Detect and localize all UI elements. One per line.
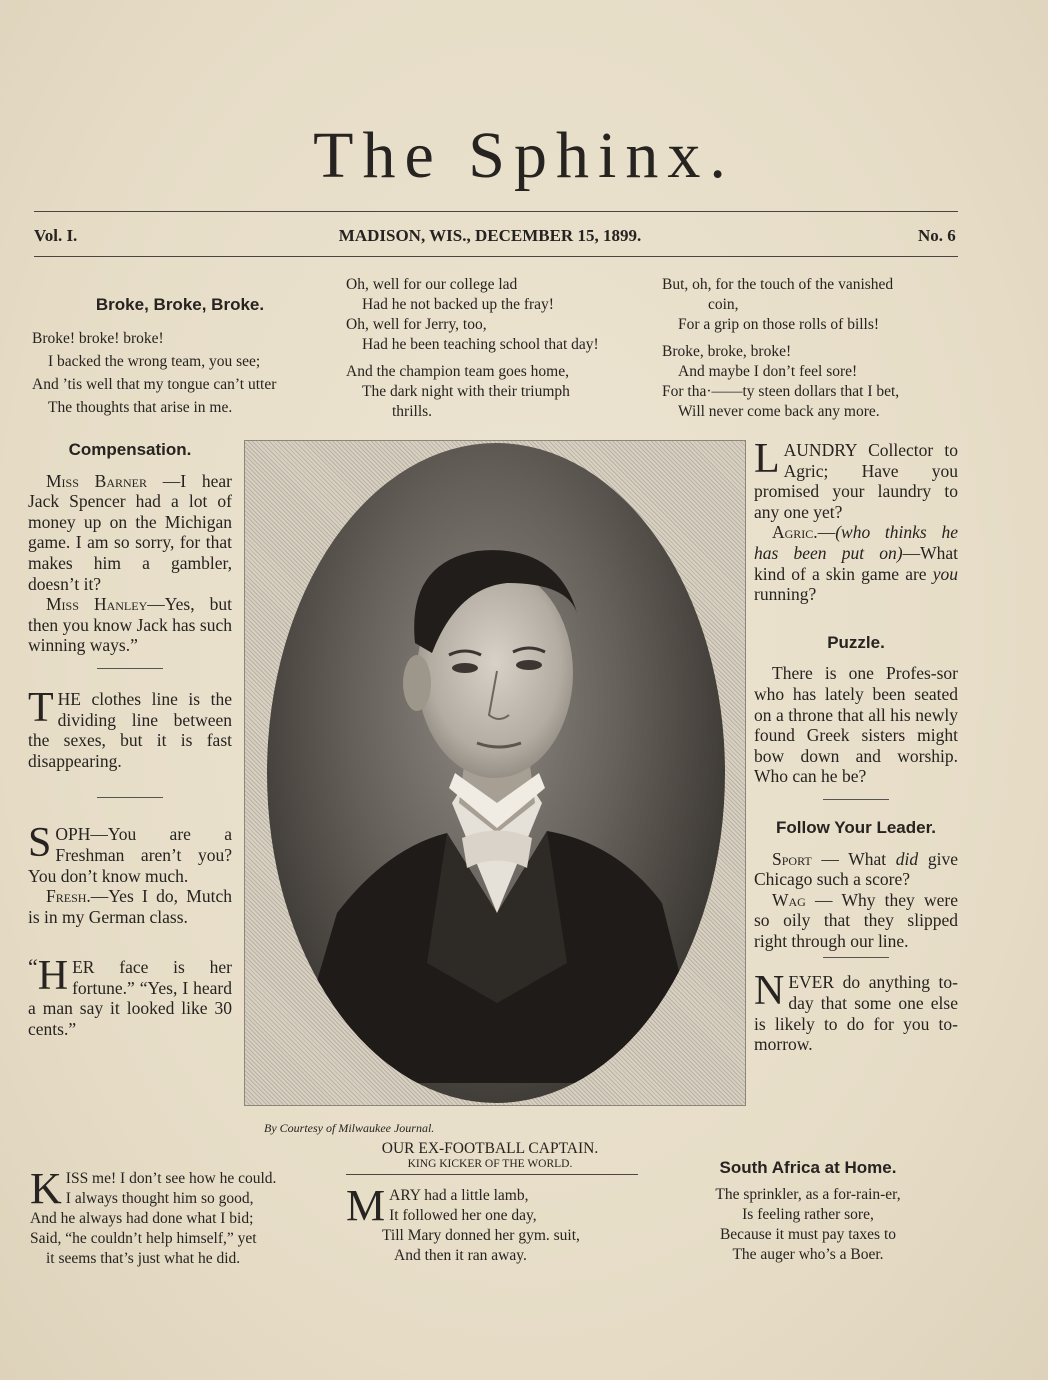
soph-reply <box>28 886 232 927</box>
emphasis: you <box>932 563 958 584</box>
poem-line: And he always had done what I bid; <box>30 1210 254 1227</box>
dialogue-text: running? <box>754 584 817 605</box>
never-item <box>754 968 958 1055</box>
dialogue-text: —Yes, but then you know Jack has such winning ways.” <box>28 594 232 656</box>
poem-broke-stanza-1 <box>32 329 276 418</box>
compensation-para-2 <box>28 594 232 656</box>
speaker-name: Miss Barner <box>46 470 148 491</box>
speaker-name: Agric. <box>772 522 818 543</box>
drop-cap: H <box>37 953 69 1000</box>
place-date: MADISON, WIS., DECEMBER 15, 1899. <box>338 226 642 245</box>
follow-title: Follow Your Leader. <box>776 817 936 837</box>
poem-line: For a grip on those rolls of bills! <box>678 316 880 333</box>
poem-broke-stanza-3 <box>662 275 899 422</box>
poem-line: it seems that’s just what he did. <box>46 1250 241 1267</box>
item-text: AUNDRY Collector to Agric; Have you promised your laundry to any one yet? <box>754 440 958 522</box>
speaker-name: Wag <box>772 889 806 910</box>
speaker-name: Sport <box>772 848 812 869</box>
follow-para-1 <box>754 849 958 890</box>
dialogue-text: —What kind of a skin game are <box>754 542 958 584</box>
poem-line: And the champion team goes home, <box>346 363 569 380</box>
dialogue-text: give Chicago such a score? <box>754 848 958 890</box>
poem-line: Had he been teaching school that day! <box>362 336 599 353</box>
issue-number: No. 6 <box>918 226 956 245</box>
clothes-line-item <box>28 684 232 771</box>
poem-line: ARY had a little lamb, <box>389 1187 529 1204</box>
poem-broke-stanza-2 <box>346 275 599 422</box>
kiss-poem <box>30 1164 330 1269</box>
puzzle-text: There is one Profes-sor who has lately been seated on a throne that all his newly found Greek sisters might bow down and worship. Who can he be? <box>754 663 958 787</box>
follow-para-2 <box>754 890 958 952</box>
poem-line: I backed the wrong team, you see; <box>48 353 261 370</box>
left-column <box>28 440 232 1040</box>
poem-line: For tha·——ty steen dollars that I bet, <box>662 383 900 400</box>
poem-line: Till Mary donned her gym. suit, <box>382 1227 580 1244</box>
poem-line: Because it must pay taxes to <box>719 1226 897 1243</box>
poem-line: But, oh, for the touch of the vanished <box>662 276 894 293</box>
dateline-rule <box>34 256 958 257</box>
poem-line: The sprinkler, as a for-rain-er, <box>715 1186 901 1203</box>
poem-broke-title: Broke, Broke, Broke. <box>95 295 265 314</box>
poem-line: Said, “he couldn’t help himself,” yet <box>30 1230 257 1247</box>
portrait-photo <box>244 440 746 1106</box>
her-face-item <box>28 953 232 1040</box>
photo-credit: By Courtesy of Milwaukee Journal. <box>264 1121 435 1135</box>
dialogue-text: — Why they were so oily that they slipped right through our line. <box>754 889 958 951</box>
compensation-para-1 <box>28 471 232 595</box>
laundry-reply <box>754 522 958 604</box>
poem-line: The thoughts that arise in me. <box>48 399 233 416</box>
item-text: ER face is her fortune.” “Yes, I heard a man say it looked like 30 cents.” <box>28 957 232 1040</box>
drop-cap: M <box>346 1181 386 1230</box>
masthead-title: The Sphinx. <box>313 119 735 192</box>
divider <box>97 797 163 798</box>
item-text: OPH—You are a Freshman aren’t you? You don’t know much. <box>28 824 232 886</box>
poem-line: Had he not backed up the fray! <box>362 296 554 313</box>
dialogue-text: —Yes I do, Mutch is in my German class. <box>28 886 232 927</box>
poem-line: The auger who’s a Boer. <box>732 1246 884 1263</box>
open-quote: “ <box>28 954 38 980</box>
right-column <box>754 436 958 1055</box>
dash: — <box>817 522 836 543</box>
item-text: EVER do anything to-day that some one else is likely to do for you to-morrow. <box>754 972 958 1055</box>
drop-cap: L <box>754 436 780 482</box>
mary-poem <box>346 1181 646 1266</box>
poem-line: The dark night with their triumph <box>362 383 570 400</box>
compensation-title: Compensation. <box>68 440 192 459</box>
poem-line: Oh, well for Jerry, too, <box>346 316 487 333</box>
poem-line: And then it ran away. <box>394 1247 527 1264</box>
poem-line: thrills. <box>392 403 433 420</box>
drop-cap: N <box>754 968 785 1015</box>
south-africa-poem <box>662 1185 954 1265</box>
volume-label: Vol. I. <box>34 226 78 245</box>
photo-caption: OUR EX-FOOTBALL CAPTAIN. <box>381 1140 599 1157</box>
poem-line: And ’tis well that my tongue can’t utter <box>32 376 277 393</box>
caption-rule <box>346 1174 638 1175</box>
photo-subcaption: KING KICKER OF THE WORLD. <box>407 1158 573 1170</box>
poem-line: Is feeling rather sore, <box>742 1206 874 1223</box>
dialogue-text: — What <box>811 848 896 869</box>
laundry-item <box>754 436 958 522</box>
portrait-figure <box>267 443 725 1103</box>
item-text: HE clothes line is the dividing line between the sexes, but it is fast disappearing. <box>28 688 232 771</box>
dialogue-text: —I hear Jack Spencer had a lot of money up on the Michigan game. I am so sorry, for that makes him a gambler, doesn’t it? <box>28 470 232 594</box>
poem-line: I always thought him so good, <box>65 1190 254 1207</box>
speaker-name: Miss Hanley <box>46 594 148 615</box>
poem-line: Oh, well for our college lad <box>346 276 518 293</box>
poem-line: It followed her one day, <box>389 1207 537 1224</box>
top-rule <box>34 211 958 212</box>
emphasis: did <box>895 848 919 869</box>
poem-line: And maybe I don’t feel sore! <box>678 363 858 380</box>
soph-item <box>28 820 232 886</box>
poem-line: Broke! broke! broke! <box>32 330 164 347</box>
poem-line: coin, <box>708 296 739 313</box>
drop-cap: S <box>28 820 52 867</box>
divider <box>823 957 889 958</box>
speaker-name: Fresh. <box>46 886 91 907</box>
poem-line: ISS me! I don’t see how he could. <box>65 1170 277 1187</box>
stage-direction: (who thinks he has been put on) <box>754 522 958 563</box>
divider <box>97 668 163 669</box>
divider <box>823 799 889 800</box>
poem-line: Will never come back any more. <box>678 403 880 420</box>
drop-cap: K <box>30 1164 62 1213</box>
poem-line: Broke, broke, broke! <box>662 343 792 360</box>
south-africa-title: South Africa at Home. <box>719 1158 897 1177</box>
portrait-oval <box>267 443 725 1103</box>
drop-cap: T <box>28 684 54 731</box>
puzzle-title: Puzzle. <box>827 632 885 652</box>
